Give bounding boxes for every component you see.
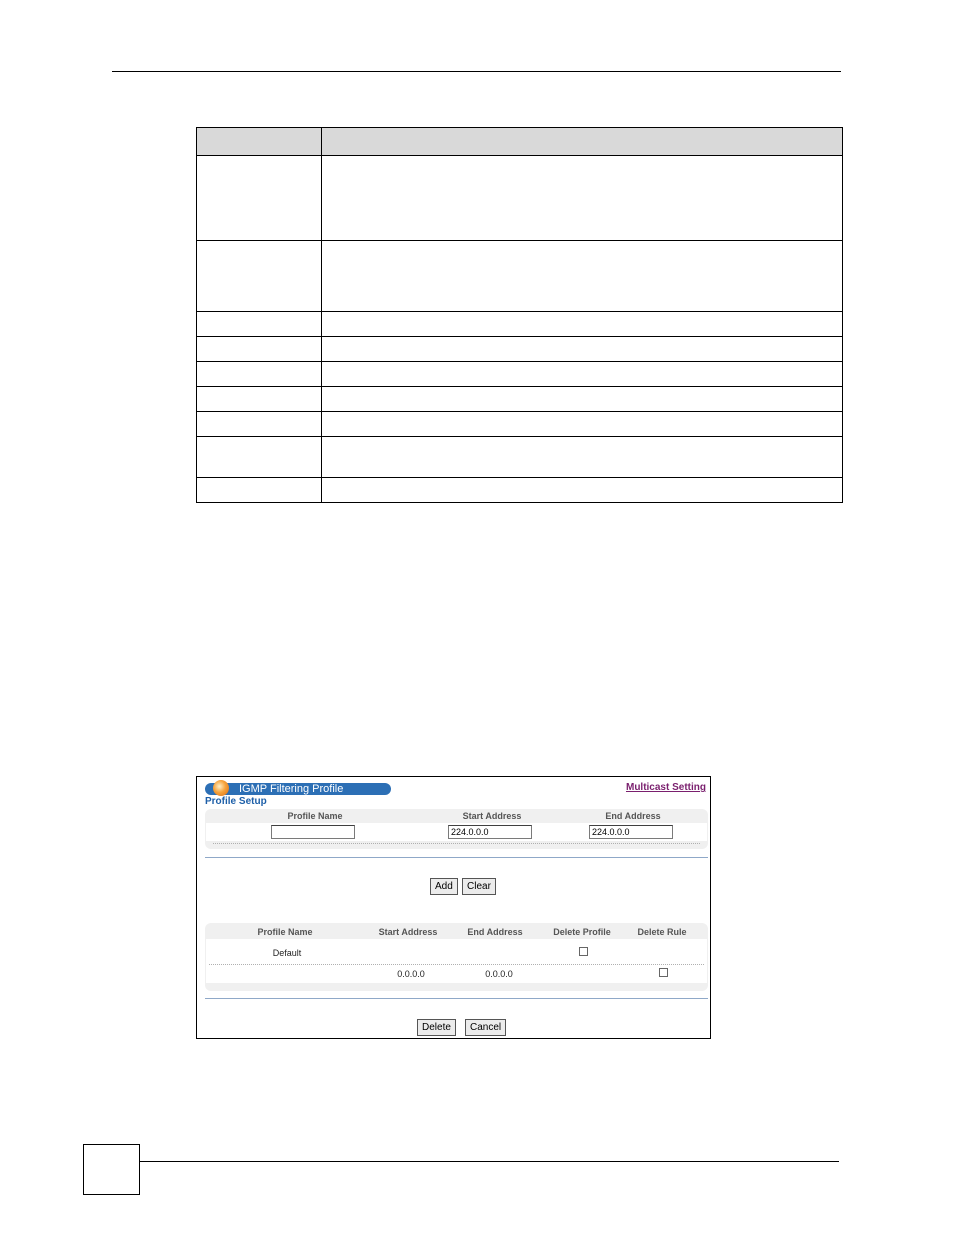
list-header-delete-profile: Delete Profile	[553, 927, 611, 937]
start-address-input[interactable]	[448, 825, 532, 839]
add-button[interactable]: Add	[430, 878, 458, 895]
delete-profile-checkbox[interactable]	[579, 947, 588, 956]
header-rule	[112, 71, 841, 72]
table-row	[197, 412, 843, 437]
section-divider	[205, 857, 708, 858]
delete-rule-checkbox[interactable]	[659, 968, 668, 977]
setup-input-row	[206, 823, 707, 841]
profile-name-input[interactable]	[271, 825, 355, 839]
table-header-row	[197, 128, 843, 156]
description-table	[196, 127, 843, 503]
table-row	[197, 156, 843, 241]
cancel-button[interactable]: Cancel	[465, 1019, 506, 1036]
profile-setup-panel	[205, 809, 708, 849]
list-header-delete-rule: Delete Rule	[637, 927, 687, 937]
profile-name-cell: Default	[272, 948, 302, 958]
rule-end-address-cell: 0.0.0.0	[485, 969, 513, 979]
title-orb-icon	[213, 780, 229, 796]
list-header-start-address: Start Address	[378, 927, 438, 937]
igmp-filtering-profile-screen	[196, 776, 711, 1039]
dotted-divider	[213, 843, 700, 844]
clear-button[interactable]: Clear	[462, 878, 496, 895]
section-divider	[205, 998, 708, 999]
table-row	[197, 312, 843, 337]
table-row	[197, 387, 843, 412]
multicast-setting-link[interactable]: Multicast Setting	[625, 782, 706, 793]
profile-rows	[206, 939, 707, 983]
end-address-input[interactable]	[589, 825, 673, 839]
rule-start-address-cell: 0.0.0.0	[397, 969, 425, 979]
table-row	[197, 437, 843, 478]
list-header-end-address: End Address	[467, 927, 523, 937]
setup-header-start-address: Start Address	[462, 811, 522, 821]
table-row	[197, 241, 843, 312]
profile-list-panel	[205, 923, 708, 991]
dotted-divider	[209, 964, 704, 965]
list-header-profile-name: Profile Name	[257, 927, 313, 937]
setup-header-end-address: End Address	[605, 811, 661, 821]
table-row	[197, 362, 843, 387]
screen-title: IGMP Filtering Profile	[239, 783, 344, 795]
setup-header-profile-name: Profile Name	[287, 811, 343, 821]
profile-setup-title: Profile Setup	[205, 796, 267, 807]
page-number-box	[83, 1144, 140, 1195]
footer-rule	[140, 1161, 839, 1162]
table-row	[197, 478, 843, 503]
table-row	[197, 337, 843, 362]
delete-button[interactable]: Delete	[417, 1019, 456, 1036]
